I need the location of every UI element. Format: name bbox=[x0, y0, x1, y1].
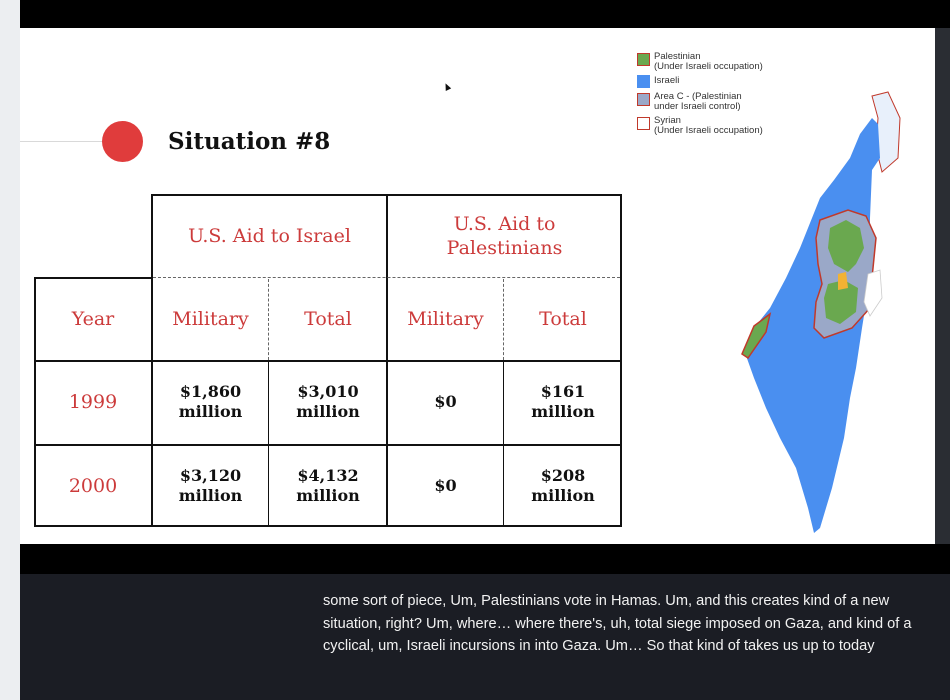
cell-israel-military: $1,860 million bbox=[178, 382, 243, 421]
table-border bbox=[34, 360, 622, 362]
cell-pal-total: $208 million bbox=[531, 465, 595, 505]
cell-israel-total: $4,132 million bbox=[296, 465, 360, 505]
right-edge-panel bbox=[935, 28, 950, 544]
column-header-israel-military: Military bbox=[172, 307, 249, 330]
column-header-pal-total: Total bbox=[539, 307, 587, 330]
column-header-pal-military: Military bbox=[407, 307, 484, 330]
column-header-israel-total: Total bbox=[304, 307, 352, 330]
legend-swatch bbox=[637, 117, 650, 130]
cell-pal-military: $0 bbox=[434, 392, 457, 411]
table-dashed-divider bbox=[153, 277, 620, 278]
table-border bbox=[503, 360, 504, 527]
legend-label: Syrian (Under Israeli occupation) bbox=[654, 115, 763, 136]
legend-swatch bbox=[637, 75, 650, 88]
legend-label: Area C - (Palestinian under Israeli control) bbox=[654, 91, 742, 112]
table-dashed-divider bbox=[503, 279, 504, 360]
cell-pal-military: $0 bbox=[434, 475, 457, 495]
aid-table bbox=[34, 194, 622, 527]
legend-label: Israeli bbox=[654, 75, 680, 86]
mouse-cursor-icon bbox=[443, 82, 451, 91]
top-black-bar bbox=[20, 0, 950, 28]
legend-swatch bbox=[637, 93, 650, 106]
live-caption-text: some sort of piece, Um, Palestinians vote in Hamas. Um, and this creates kind of a new situation, right? Um, where… where there's, uh, total siege imposed on Gaza, and kind of a cyclical, um, Israeli incursions in into Gaza. Um… So that kind of takes us up to today bbox=[323, 593, 912, 654]
table-border bbox=[151, 194, 153, 527]
table-border bbox=[34, 277, 36, 527]
bottom-black-bar bbox=[20, 544, 950, 574]
table-border bbox=[268, 360, 269, 527]
cell-israel-total: $3,010 million bbox=[296, 382, 360, 421]
cell-israel-military: $3,120 million bbox=[178, 465, 243, 505]
legend-label: Palestinian (Under Israeli occupation) bbox=[654, 51, 763, 72]
table-border bbox=[386, 194, 388, 527]
caption-panel bbox=[20, 574, 950, 700]
red-dot-marker bbox=[102, 121, 143, 162]
slide-title: Situation #8 bbox=[168, 128, 331, 155]
legend-swatch bbox=[637, 53, 650, 66]
group-header-israel: U.S. Aid to Israel bbox=[188, 224, 351, 247]
israel-palestine-map bbox=[720, 88, 920, 544]
presentation-slide bbox=[20, 28, 935, 544]
table-border bbox=[34, 525, 622, 527]
table-dashed-divider bbox=[268, 279, 269, 360]
table-border bbox=[620, 194, 622, 527]
group-header-palestinians: U.S. Aid to Palestinians bbox=[446, 212, 563, 259]
table-border bbox=[34, 444, 622, 446]
column-header-year: Year bbox=[71, 307, 115, 330]
cell-pal-total: $161 million bbox=[531, 382, 595, 421]
table-border bbox=[34, 277, 152, 279]
row-year: 2000 bbox=[68, 474, 118, 497]
row-year: 1999 bbox=[68, 391, 118, 413]
title-rule bbox=[20, 141, 102, 142]
left-sidebar-strip bbox=[0, 0, 20, 700]
